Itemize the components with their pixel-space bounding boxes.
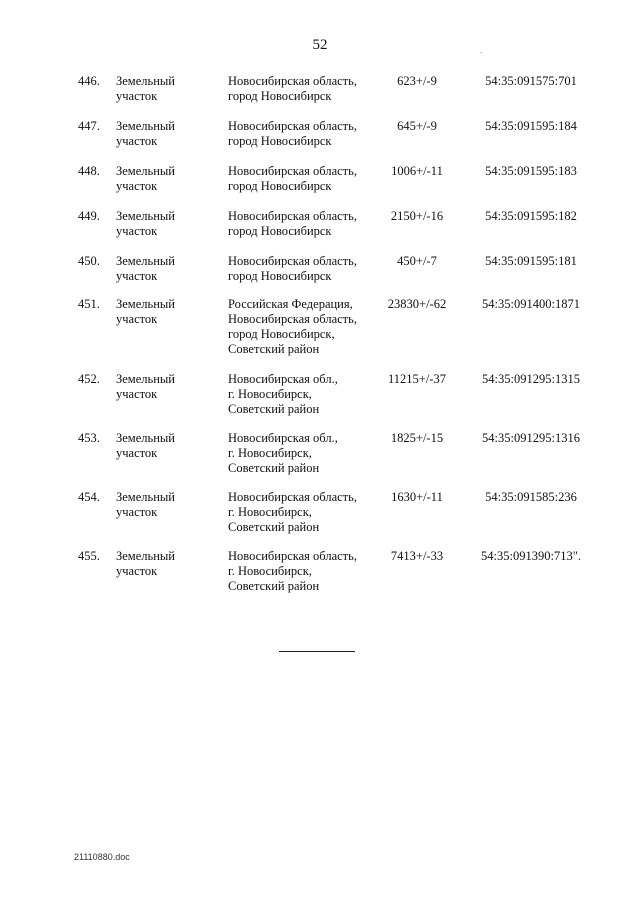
address <box>228 431 378 476</box>
address-line: Советский район <box>228 579 320 593</box>
object-type-line: Земельный <box>116 164 175 178</box>
scan-dot: . <box>480 46 482 55</box>
address-line: Новосибирская обл., <box>228 431 338 445</box>
object-type-line: участок <box>116 446 158 460</box>
cadastral-number: 54:35:091295:1315 <box>482 372 580 386</box>
address-line: Советский район <box>228 520 320 534</box>
cadastral-number: 54:35:091390:713". <box>481 549 581 563</box>
address-line: город Новосибирск <box>228 269 332 283</box>
address <box>228 490 378 535</box>
area-value: 1006+/-11 <box>391 164 443 178</box>
row-number: 446. <box>78 74 100 88</box>
address <box>228 74 378 104</box>
object-type <box>116 431 216 461</box>
row-number: 449. <box>78 209 100 223</box>
cadastral-number: 54:35:091295:1316 <box>482 431 580 445</box>
area-value: 1630+/-11 <box>391 490 443 504</box>
object-type-line: Земельный <box>116 490 175 504</box>
object-type-line: участок <box>116 387 158 401</box>
cadastral-number: 54:35:091595:182 <box>485 209 577 223</box>
object-type-line: участок <box>116 312 158 326</box>
object-type <box>116 549 216 579</box>
cadastral-number: 54:35:091595:184 <box>485 119 577 133</box>
cadastral-number: 54:35:091595:181 <box>485 254 577 268</box>
object-type-line: участок <box>116 269 158 283</box>
object-type <box>116 74 216 104</box>
address-line: Российская Федерация, <box>228 297 353 311</box>
row-number: 454. <box>78 490 100 504</box>
address-line: город Новосибирск <box>228 179 332 193</box>
address <box>228 372 378 417</box>
address-line: г. Новосибирск, <box>228 564 312 578</box>
page-number: 52 <box>312 37 328 53</box>
address <box>228 254 378 284</box>
object-type-line: Земельный <box>116 74 175 88</box>
object-type-line: Земельный <box>116 297 175 311</box>
area-value: 23830+/-62 <box>387 297 447 311</box>
row-number: 455. <box>78 549 100 563</box>
object-type-line: Земельный <box>116 372 175 386</box>
address <box>228 549 378 594</box>
row-number: 450. <box>78 254 100 268</box>
object-type-line: участок <box>116 564 158 578</box>
area-value: 7413+/-33 <box>390 549 444 563</box>
address-line: Новосибирская область, <box>228 254 357 268</box>
object-type-line: участок <box>116 134 158 148</box>
area-value: 623+/-9 <box>397 74 437 88</box>
cadastral-number: 54:35:091400:1871 <box>482 297 580 311</box>
address-line: Советский район <box>228 461 320 475</box>
address <box>228 209 378 239</box>
address-line: город Новосибирск, <box>228 327 335 341</box>
address-line: Советский район <box>228 402 320 416</box>
row-number: 453. <box>78 431 100 445</box>
area-value: 2150+/-16 <box>390 209 444 223</box>
address-line: г. Новосибирск, <box>228 446 312 460</box>
cadastral-number: 54:35:091595:183 <box>485 164 577 178</box>
address-line: Новосибирская область, <box>228 74 357 88</box>
end-separator-line <box>279 651 355 652</box>
address-line: Советский район <box>228 342 320 356</box>
object-type <box>116 209 216 239</box>
object-type-line: Земельный <box>116 431 175 445</box>
object-type-line: Земельный <box>116 119 175 133</box>
area-value: 11215+/-37 <box>388 372 446 386</box>
object-type-line: участок <box>116 224 158 238</box>
address <box>228 297 378 357</box>
address-line: г. Новосибирск, <box>228 505 312 519</box>
address-line: Новосибирская область, <box>228 164 357 178</box>
object-type-line: Земельный <box>116 254 175 268</box>
address <box>228 164 378 194</box>
address-line: Новосибирская область, <box>228 549 357 563</box>
object-type <box>116 372 216 402</box>
address-line: Новосибирская обл., <box>228 372 338 386</box>
cadastral-number: 54:35:091575:701 <box>485 74 577 88</box>
row-number: 448. <box>78 164 100 178</box>
address-line: город Новосибирск <box>228 89 332 103</box>
row-number: 451. <box>78 297 100 311</box>
address <box>228 119 378 149</box>
address-line: Новосибирская область, <box>228 312 357 326</box>
row-number: 447. <box>78 119 100 133</box>
object-type-line: участок <box>116 179 158 193</box>
row-number: 452. <box>78 372 100 386</box>
object-type-line: Земельный <box>116 549 175 563</box>
object-type <box>116 254 216 284</box>
object-type-line: участок <box>116 505 158 519</box>
address-line: город Новосибирск <box>228 134 332 148</box>
address-line: Новосибирская область, <box>228 119 357 133</box>
object-type <box>116 164 216 194</box>
object-type <box>116 297 216 327</box>
cadastral-number: 54:35:091585:236 <box>485 490 577 504</box>
address-line: Новосибирская область, <box>228 209 357 223</box>
area-value: 1825+/-15 <box>390 431 444 445</box>
document-file-code: 21110880.doc <box>74 852 130 862</box>
address-line: г. Новосибирск, <box>228 387 312 401</box>
area-value: 450+/-7 <box>397 254 437 268</box>
address-line: Новосибирская область, <box>228 490 357 504</box>
object-type <box>116 490 216 520</box>
object-type <box>116 119 216 149</box>
object-type-line: участок <box>116 89 158 103</box>
area-value: 645+/-9 <box>397 119 437 133</box>
object-type-line: Земельный <box>116 209 175 223</box>
address-line: город Новосибирск <box>228 224 332 238</box>
